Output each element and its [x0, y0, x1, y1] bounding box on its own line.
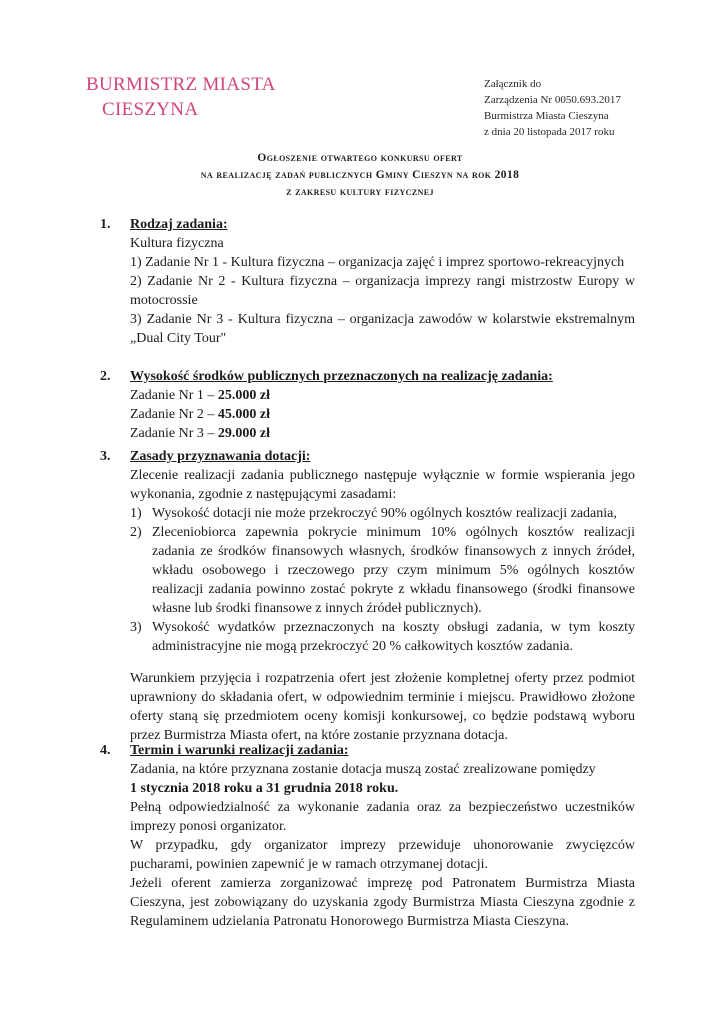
title-line-1: Ogłoszenie otwartego konkursu ofert	[257, 152, 463, 164]
funding-amount: 29.000 zł	[217, 426, 270, 441]
annex-line: z dnia 20 listopada 2017 roku	[484, 126, 615, 138]
section-body	[130, 234, 635, 348]
task-category: Kultura fizyczna	[130, 236, 224, 251]
section-body	[130, 386, 635, 443]
section-number: 2.	[100, 369, 111, 384]
rule-item	[130, 504, 635, 523]
trophies-paragraph: W przypadku, gdy organizator imprezy przewiduje uhonorowanie zwycięzców pucharami, powinien zapewnić je w ramach otrzymanej dotacji.	[130, 838, 635, 872]
funding-row	[130, 386, 635, 405]
rules-intro: Zlecenie realizacji zadania publicznego następuje wyłącznie w formie wspierania jego wykonania, zgodnie z następującymi zasadami:	[130, 468, 635, 502]
section-heading: Rodzaj zadania:	[130, 217, 228, 232]
task-item: 1) Zadanie Nr 1 - Kultura fizyczna – organizacja zajęć i imprez sportowo-rekreacyjnych	[130, 255, 625, 270]
funding-label: Zadanie Nr 1 –	[130, 388, 218, 403]
funding-row	[130, 405, 635, 424]
funding-label: Zadanie Nr 2 –	[130, 407, 218, 422]
rule-item	[130, 523, 635, 618]
funding-label: Zadanie Nr 3 –	[130, 426, 218, 441]
logo-line-1: BURMISTRZ MIASTA	[86, 74, 276, 95]
annex-line: Załącznik do	[484, 78, 542, 90]
funding-amount: 45.000 zł	[217, 407, 270, 422]
document-title	[100, 150, 620, 201]
rule-text: Zleceniobiorca zapewnia pokrycie minimum 10% ogólnych kosztów realizacji zadania ze środków finansowych własnych, środków finansowych z innych źródeł, wkładu osobowego i rzeczowego przy czym minimum 5% ogólnych kosztów realizacji zadania powinno zostać pokryte z wkładu finansowego (środki finansowe własne lub środki finansowe z innych źródeł publicznych).	[152, 525, 635, 616]
section-body	[130, 760, 635, 931]
task-item: 3) Zadanie Nr 3 - Kultura fizyczna – organizacja zawodów w kolarstwie ekstremalnym „Dual City Tour"	[130, 312, 635, 346]
rule-number: 1)	[130, 506, 142, 521]
section-number: 1.	[100, 217, 111, 232]
deadline-dates	[130, 779, 635, 798]
issuer-logo	[86, 72, 276, 122]
acceptance-conditions: Warunkiem przyjęcia i rozpatrzenia ofert jest złożenie kompletnej oferty przez podmiot uprawniony do składania ofert, w odpowiednim terminie i miejscu. Prawidłowo złożone oferty staną się przedmiotem oceny komisji konkursowej, co będzie podstawą wyboru przez Burmistrza Miasta ofert, na które zostanie przyznana dotacja.	[130, 671, 635, 743]
title-line-2: na realizację zadań publicznych Gminy Cieszyn na rok 2018	[200, 169, 520, 181]
task-item: 2) Zadanie Nr 2 - Kultura fizyczna – organizacja imprezy rangi mistrzostw Europy w motocrossie	[130, 274, 635, 308]
date-range: 1 stycznia 2018 roku a 31 grudnia 2018 roku.	[130, 781, 399, 796]
rule-number: 2)	[130, 525, 142, 540]
section-number: 3.	[100, 449, 111, 464]
section-heading: Zasady przyznawania dotacji:	[130, 449, 311, 464]
annex-line: Zarządzenia Nr 0050.693.2017	[484, 94, 621, 106]
annex-line: Burmistrza Miasta Cieszyna	[484, 110, 609, 122]
section-number: 4.	[100, 743, 111, 758]
rule-item	[130, 618, 635, 656]
title-line-3: z zakresu kultury fizycznej	[286, 186, 434, 198]
rule-text: Wysokość dotacji nie może przekroczyć 90% ogólnych kosztów realizacji zadania,	[152, 506, 617, 521]
annex-note	[484, 76, 621, 140]
patronage-paragraph: Jeżeli oferent zamierza zorganizować imprezę pod Patronatem Burmistrza Miasta Cieszyna, jest zobowiązany do uzyskania zgody Burmistrza Miasta Cieszyna zgodnie z Regulaminem udzielania Patronatu Honorowego Burmistrza Miasta Cieszyna.	[130, 876, 635, 929]
section-heading: Wysokość środków publicznych przeznaczonych na realizację zadania:	[130, 369, 553, 384]
funding-row	[130, 424, 635, 443]
rule-number: 3)	[130, 620, 142, 635]
deadline-paragraph: Zadania, na które przyznana zostanie dotacja muszą zostać zrealizowane pomiędzy	[130, 762, 596, 777]
responsibility-paragraph: Pełną odpowiedzialność za wykonanie zadania oraz za bezpieczeństwo uczestników imprezy ponosi organizator.	[130, 800, 635, 834]
rule-text: Wysokość wydatków przeznaczonych na koszty obsługi zadania, w tym koszty administracyjne nie mogą przekroczyć 20 % całkowitych kosztów zadania.	[152, 620, 635, 654]
section-body	[130, 466, 635, 745]
section-heading: Termin i warunki realizacji zadania:	[130, 743, 349, 758]
funding-amount: 25.000 zł	[217, 388, 270, 403]
logo-line-2: CIESZYNA	[102, 99, 199, 120]
